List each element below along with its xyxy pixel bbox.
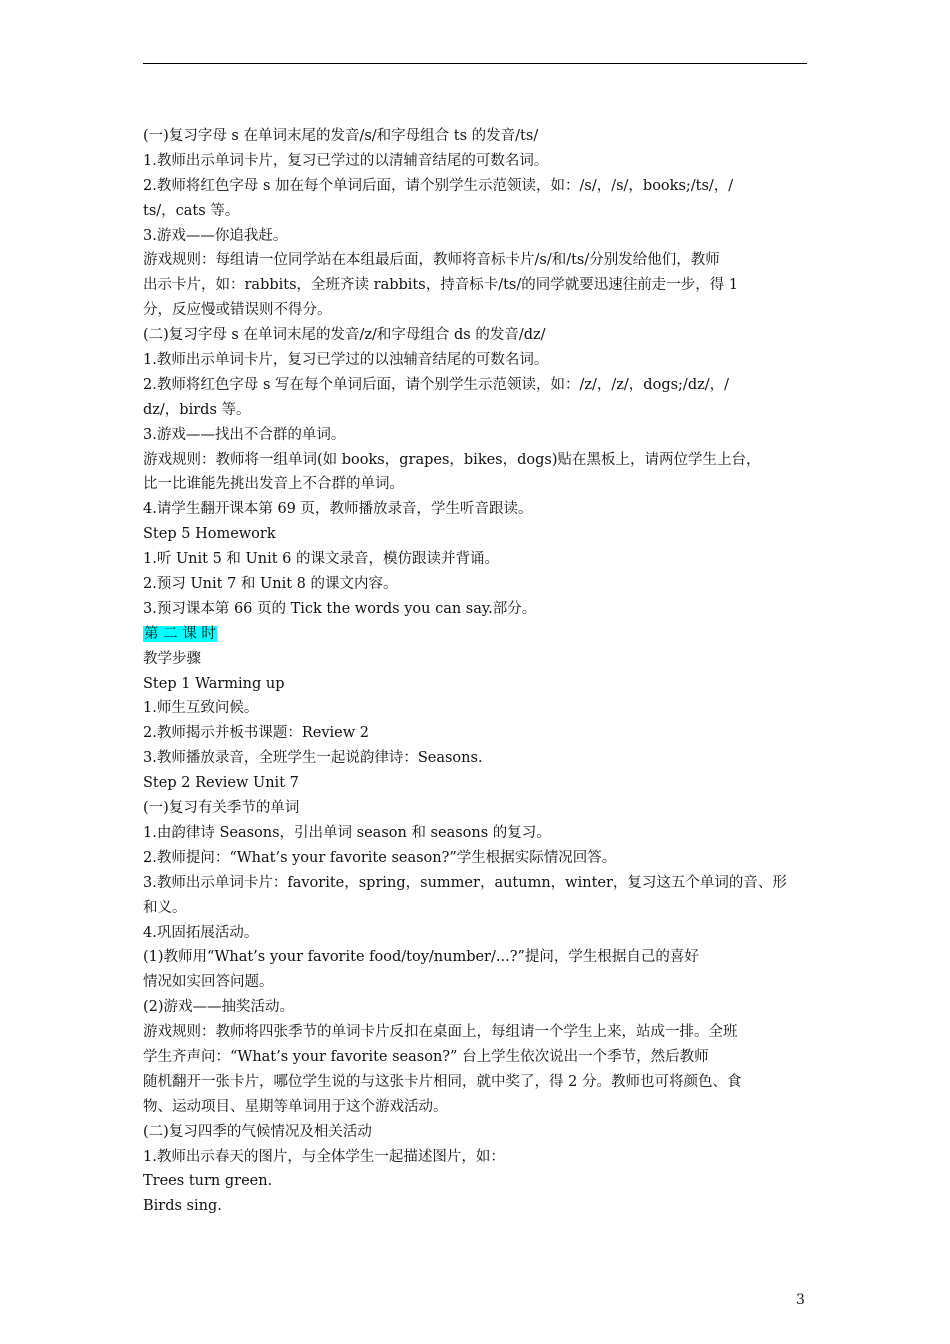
text-line: 3.游戏——你追我赶。 — [143, 227, 288, 244]
text-line: 和义。 — [143, 899, 187, 916]
text-line: 2.教师将红色字母 s 加在每个单词后面，请个别学生示范领读，如：/s/，/s/，books;/ts/，/ — [143, 177, 734, 194]
text-line: 3.教师出示单词卡片：favorite，spring，summer，autumn，winter，复习这五个单词的音、形 — [143, 874, 787, 891]
text-line: 2.教师揭示并板书课题：Review 2 — [143, 725, 369, 742]
step-heading: Step 2 Review Unit 7 — [143, 775, 299, 792]
text-line: 比一比谁能先挑出发音上不合群的单词。 — [143, 476, 404, 493]
text-line: 1.听 Unit 5 和 Unit 6 的课文录音，模仿跟读并背诵。 — [143, 551, 499, 568]
text-line: (一)复习有关季节的单词 — [143, 800, 300, 817]
text-line: Trees turn green. — [143, 1173, 273, 1190]
text-line: 出示卡片，如：rabbits，全班齐读 rabbits，持音标卡/ts/的同学就要迅速往前走一步，得 1 — [143, 277, 739, 294]
text-line: 3.游戏——找出不合群的单词。 — [143, 426, 346, 443]
text-line: (一)复习字母 s 在单词末尾的发音/s/和字母组合 ts 的发音/ts/ — [143, 128, 539, 144]
text-line: 1.教师出示单词卡片，复习已学过的以浊辅音结尾的可数名词。 — [143, 352, 549, 369]
text-line: 情况如实回答问题。 — [143, 974, 274, 991]
lesson-heading-row — [143, 622, 811, 647]
text-line: 游戏规则：每组请一位同学站在本组最后面，教师将音标卡片/s/和/ts/分别发给他们，教师 — [143, 252, 720, 269]
text-line: 1.师生互致问候。 — [143, 700, 259, 717]
text-line: 学生齐声问：“What’s your favorite season?” 台上学生依次说出一个季节，然后教师 — [143, 1048, 709, 1065]
text-line: 游戏规则：教师将四张季节的单词卡片反扣在桌面上，每组请一个学生上来，站成一排。全班 — [143, 1024, 738, 1041]
text-line: (1)教师用“What’s your favorite food/toy/number/...?”提问，学生根据自己的喜好 — [143, 949, 699, 966]
text-line: 3.教师播放录音，全班学生一起说韵律诗：Seasons. — [143, 750, 483, 767]
text-line: 2.教师将红色字母 s 写在每个单词后面，请个别学生示范领读，如：/z/，/z/，dogs;/dz/，/ — [143, 376, 730, 393]
text-line: Birds sing. — [143, 1198, 222, 1215]
text-line: (二)复习四季的气候情况及相关活动 — [143, 1123, 372, 1140]
text-line: 分，反应慢或错误则不得分。 — [143, 302, 332, 319]
document-body — [143, 124, 811, 1219]
text-line: 游戏规则：教师将一组单词(如 books，grapes，bikes，dogs)贴在黑板上，请两位学生上台， — [143, 451, 761, 468]
text-line: 1.由韵律诗 Seasons，引出单词 season 和 seasons 的复习。 — [143, 824, 551, 841]
step-heading: Step 5 Homework — [143, 526, 276, 543]
text-line: ts/，cats 等。 — [143, 202, 240, 219]
step-heading: Step 1 Warming up — [143, 675, 285, 692]
text-line: 4.请学生翻开课本第 69 页，教师播放录音，学生听音跟读。 — [143, 501, 533, 518]
text-line: 2.预习 Unit 7 和 Unit 8 的课文内容。 — [143, 576, 398, 593]
page-number: 3 — [796, 1292, 805, 1308]
text-line: 随机翻开一张卡片，哪位学生说的与这张卡片相同，就中奖了，得 2 分。教师也可将颜色、食 — [143, 1073, 742, 1090]
text-line: 物、运动项目、星期等单词用于这个游戏活动。 — [143, 1098, 448, 1115]
text-line: 2.教师提问：“What’s your favorite season?”学生根据实际情况回答。 — [143, 849, 617, 866]
text-line: 1.教师出示春天的图片，与全体学生一起描述图片，如： — [143, 1148, 505, 1165]
text-line: 4.巩固拓展活动。 — [143, 924, 259, 941]
text-line: 1.教师出示单词卡片，复习已学过的以清辅音结尾的可数名词。 — [143, 152, 549, 169]
text-line: 3.预习课本第 66 页的 Tick the words you can say.部分。 — [143, 600, 537, 617]
text-line: (2)游戏——抽奖活动。 — [143, 999, 295, 1016]
header-rule — [143, 63, 807, 64]
text-line: dz/，birds 等。 — [143, 401, 251, 418]
lesson-heading-highlight: 第 二 课 时 — [144, 625, 216, 642]
text-line: (二)复习字母 s 在单词末尾的发音/z/和字母组合 ds 的发音/dz/ — [143, 327, 546, 344]
section-heading: 教学步骤 — [143, 650, 201, 667]
